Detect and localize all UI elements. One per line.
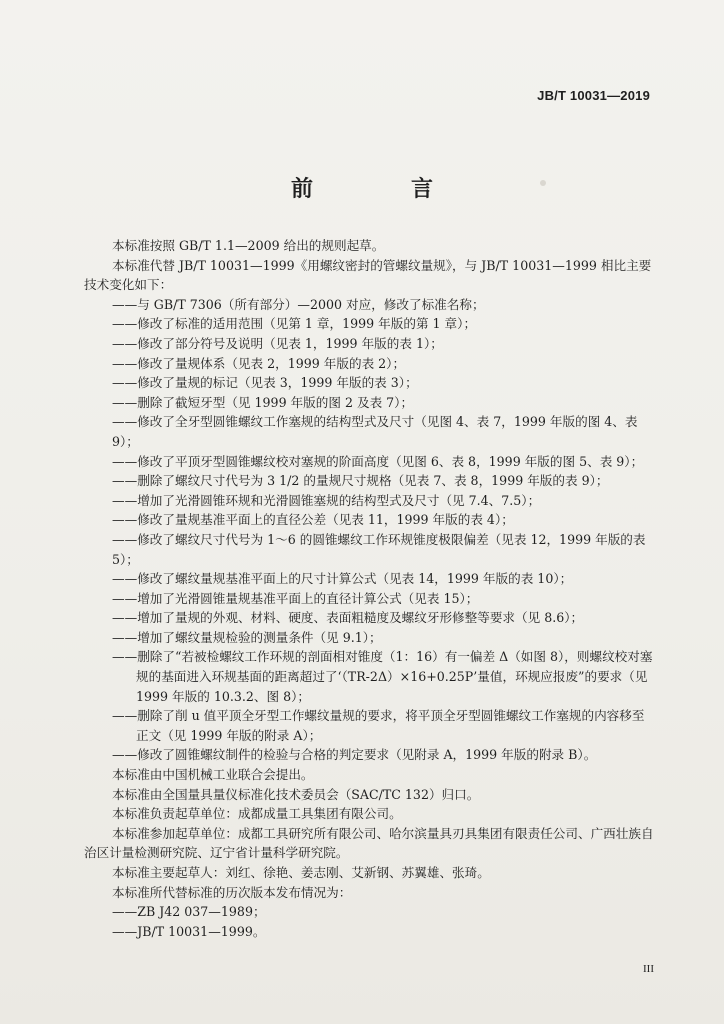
history-item: ——ZB J42 037—1989；	[112, 904, 266, 920]
change-item: ——修改了螺纹量规基准平面上的尺寸计算公式（见表 14，1999 年版的表 10）；	[112, 571, 573, 587]
change-item: ——增加了光滑圆锥环规和光滑圆锥塞规的结构型式及尺寸（见 7.4、7.5）；	[112, 492, 541, 508]
closing-paragraph: 本标准由中国机械工业联合会提出。	[112, 767, 314, 783]
change-item: ——删除了螺纹尺寸代号为 3 1/2 的量规尺寸规格（见表 7、表 8，1999 年版的表 9）；	[112, 473, 609, 489]
change-item: ——修改了螺纹尺寸代号为 1～6 的圆锥螺纹工作环规锥度极限偏差（见表 12，1999 年版的表 5）；	[112, 531, 646, 567]
change-item: ——修改了部分符号及说明（见表 1，1999 年版的表 1）；	[112, 335, 443, 351]
history-item: ——JB/T 10031—1999。	[112, 923, 266, 939]
closing-paragraph: 本标准主要起草人：刘红、徐艳、姜志刚、艾新钢、苏翼雄、张琦。	[112, 865, 490, 880]
change-item: ——修改了标准的适用范围（见第 1 章，1999 年版的第 1 章）；	[112, 316, 477, 332]
change-item: ——修改了全牙型圆锥螺纹工作塞规的结构型式及尺寸（见图 4、表 7，1999 年版的图 4、表 9）；	[112, 414, 638, 449]
closing-paragraph: 本标准由全国量具量仪标准化技术委员会（SAC/TC 132）归口。	[112, 786, 480, 802]
change-item: ——增加了螺纹量规检验的测量条件（见 9.1）；	[112, 629, 382, 645]
page-title: 前 言	[290, 177, 471, 202]
closing-paragraph: 本标准负责起草单位：成都成量工具集团有限公司。	[112, 806, 402, 822]
foreword-body	[84, 236, 656, 941]
change-item: ——删除了“若被检螺纹工作环规的剖面相对锥度（1：16）有一偏差 Δ（如图 8），则螺纹校对塞规的基面进入环规基面的距离超过了‘（TR-2Δ）×16+0.25P’量值，环规应报废”的要求（见 1999 年版的 10.3.2、图 8）；	[112, 649, 653, 704]
closing-paragraph: 本标准参加起草单位：成都工具研究所有限公司、哈尔滨量具刃具集团有限责任公司、广西壮族自治区计量检测研究院、辽宁省计量科学研究院。	[84, 825, 654, 861]
page-number: III	[643, 963, 654, 975]
closing-paragraph: 本标准所代替标准的历次版本发布情况为：	[112, 884, 352, 900]
intro-paragraph: 本标准按照 GB/T 1.1—2009 给出的规则起草。	[112, 238, 385, 253]
change-item: ——修改了量规基准平面上的直径公差（见表 11，1999 年版的表 4）；	[112, 512, 514, 528]
change-item: ——修改了圆锥螺纹制件的检验与合格的判定要求（见附录 A，1999 年版的附录 B）。	[112, 747, 597, 763]
change-item: ——修改了量规体系（见表 2，1999 年版的表 2）；	[112, 355, 406, 371]
change-item: ——修改了平顶牙型圆锥螺纹校对塞规的阶面高度（见图 6、表 8，1999 年版的图 5、表 9）；	[112, 453, 644, 469]
change-item: ——删除了削 u 值平顶全牙型工作螺纹量规的要求，将平顶全牙型圆锥螺纹工作塞规的内容移至正文（见 1999 年版的附录 A）；	[112, 708, 645, 743]
change-item: ——删除了截短牙型（见 1999 年版的图 2 及表 7）；	[112, 394, 414, 410]
change-item: ——增加了量规的外观、材料、硬度、表面粗糙度及螺纹牙形修整等要求（见 8.6）；	[112, 610, 584, 626]
change-item: ——修改了量规的标记（见表 3，1999 年版的表 3）；	[112, 375, 418, 391]
change-item: ——与 GB/T 7306（所有部分）—2000 对应，修改了标准名称；	[112, 296, 485, 312]
standard-code: JB/T 10031—2019	[537, 88, 650, 103]
change-item: ——增加了光滑圆锥量规基准平面上的直径计算公式（见表 15）；	[112, 590, 479, 606]
intro-paragraph: 本标准代替 JB/T 10031—1999《用螺纹密封的管螺纹量规》，与 JB/T 10031—1999 相比主要技术变化如下：	[84, 257, 652, 293]
